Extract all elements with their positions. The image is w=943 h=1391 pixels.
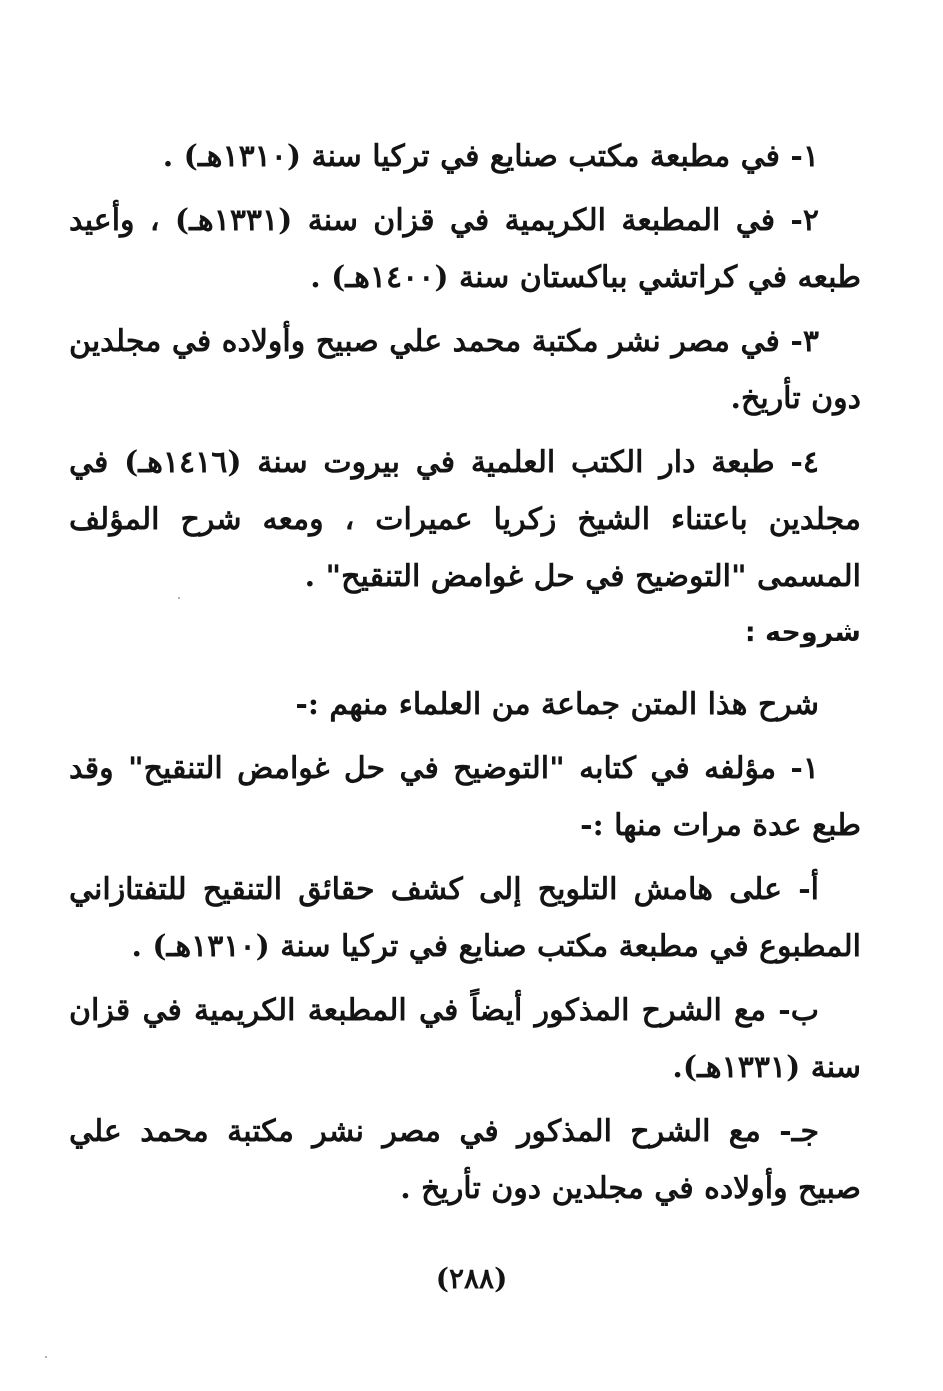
edition-item-2: ٢- في المطبعة الكريمية في قزان سنة (١٣٣١هـ) ، وأعيد طبعه في كراتشي بباكستان سنة (١٤٠٠هـ) . [69, 203, 861, 295]
commentary-item-1: ١- مؤلفه في كتابه "التوضيح في حل غوامض التنقيح" وقد طبع عدة مرات منها :- [69, 751, 861, 843]
commentary-subitem-a: أ- على هامش التلويح إلى كشف حقائق التنقيح للتفتازاني المطبوع في مطبعة مكتب صنايع في تركيا سنة (١٣١٠هـ) . [69, 872, 861, 964]
edition-item-1: ١- في مطبعة مكتب صنايع في تركيا سنة (١٣١٠هـ) . [162, 139, 819, 174]
commentaries-list [69, 676, 861, 1217]
scan-speck [178, 597, 180, 599]
commentaries-intro: شرح هذا المتن جماعة من العلماء منهم :- [295, 687, 819, 722]
editions-list [69, 128, 861, 605]
commentaries-heading: شروحه : [744, 617, 861, 648]
commentary-subitem-b: ب- مع الشرح المذكور أيضاً في المطبعة الكريمية في قزان سنة (١٣٣١هـ). [69, 993, 861, 1085]
edition-item-4: ٤- طبعة دار الكتب العلمية في بيروت سنة (١٤١٦هـ) في مجلدين باعتناء الشيخ زكريا عميرات ، ومعه شرح المؤلف المسمى "التوضيح في حل غوامض التنقيح" . [69, 445, 861, 594]
scan-speck [45, 1356, 47, 1358]
commentary-subitem-c: جـ- مع الشرح المذكور في مصر نشر مكتبة محمد علي صبيح وأولاده في مجلدين دون تأريخ . [69, 1114, 861, 1206]
edition-item-3: ٣- في مصر نشر مكتبة محمد علي صبيح وأولاده في مجلدين دون تأريخ. [69, 324, 861, 416]
page-number: (٢٨٨) [435, 1262, 508, 1295]
